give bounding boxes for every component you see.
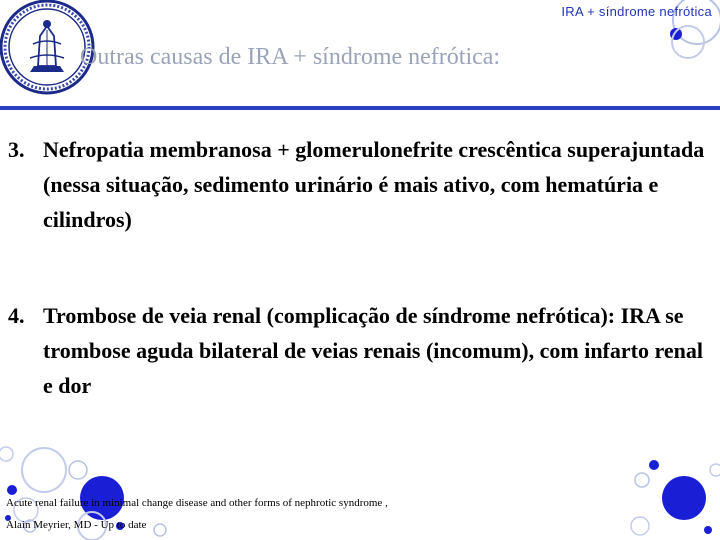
list-item-text: Nefropatia membranosa + glomerulonefrite crescêntica superajuntada (nessa situação, sedimento urinário é mais ativo, com hematúria e cilindros) xyxy=(43,137,705,232)
citation-author: Alain Meyrier, MD - Up to date xyxy=(6,519,147,531)
header-tag: IRA + síndrome nefrótica xyxy=(561,4,712,19)
slide-title: Outras causas de IRA + síndrome nefrótica: xyxy=(80,44,501,70)
list-item-text: Trombose de veia renal (complicação de síndrome nefrótica): IRA se trombose aguda bilateral de veias renais (incomum), com infarto renal e dor xyxy=(43,303,703,398)
citation xyxy=(6,492,506,536)
list-item-number: 3. xyxy=(8,137,25,162)
list-item-4 xyxy=(8,298,713,403)
citation-source: Acute renal failure in minimal change disease and other forms of nephrotic syndrome , xyxy=(6,497,388,509)
list-item-3 xyxy=(8,132,713,237)
list-item-number: 4. xyxy=(8,303,25,328)
title-divider xyxy=(0,106,720,110)
